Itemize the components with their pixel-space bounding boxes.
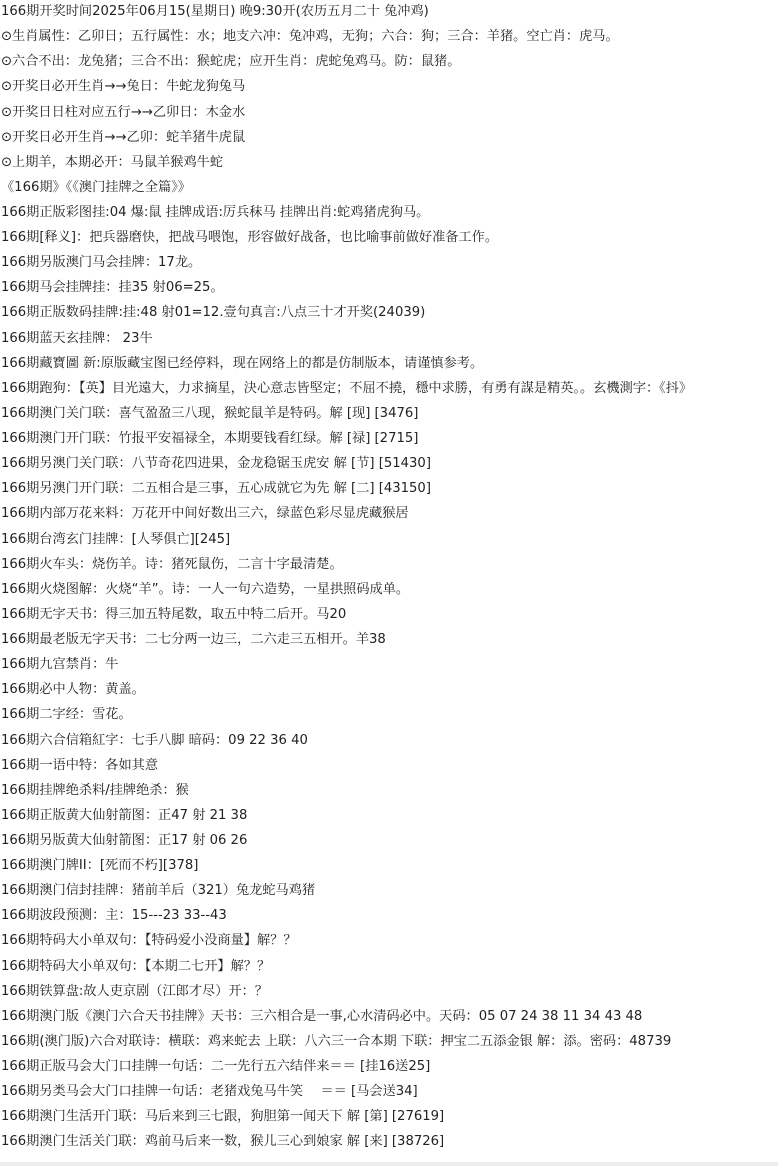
text-line: 166期波段预测：主：15---23 33--43 [1,908,227,924]
text-line: 166期正版彩图挂:04 爆:鼠 挂牌成语:厉兵秣马 挂牌出肖:蛇鸡猪虎狗马。 [1,205,430,220]
text-line: 166期另澳门开门联：二五相合是三事，五心成就它为先 解 [二] [43150] [1,481,431,497]
text-line: 166期特码大小单双句：【本期二七开】解？？ [1,958,271,974]
text-line: 166期一语中特：各如其意 [1,757,159,773]
text-line: 166期澳门生活开门联：马后来到三七跟，狗胆第一闻天下 解 [第] [27619] [1,1109,445,1125]
text-line: 166期挂牌绝杀料/挂牌绝杀：猴 [1,782,189,798]
text-line: 166期跑狗：【英】目光遠大，力求摘星，決心意志皆堅定；不屈不撓，穩中求勝，有勇有謀是精英。。玄機測字：《抖》 [1,380,693,396]
text-line: 166期正版数码挂牌:挂:48 射01=12.壹句真言:八点三十才开奖(24039) [1,305,426,321]
text-line: ⊙开奖日必开生肖→→乙卯：蛇羊猪牛虎鼠 [1,129,246,145]
text-line: 《166期》《《澳门挂牌之全篇》》 [1,179,191,195]
text-line: 166期另类马会大门口挂牌一句话：老猪戏兔马牛笑 ＝＝ [马会送34] [1,1084,418,1100]
text-line: 166期台湾玄门挂牌：[人琴俱亡][245] [1,531,231,547]
text-line: ⊙生肖属性：乙卯日；五行属性：水；地支六冲：兔冲鸡，无狗；六合：狗；三合：羊猪。空亡肖：虎马。 [1,29,619,45]
text-line: 166期藏寶圖 新:原版藏宝图已经停料，现在网络上的都是仿制版本，请谨慎参考。 [1,355,484,371]
text-line: 166期正版马会大门口挂牌一句话：二一先行五六结伴来＝＝ [挂16送25] [1,1059,431,1074]
text-line: ⊙六合不出：龙兔猪；三合不出：猴蛇虎；应开生肖：虎蛇兔鸡马。防：鼠猪。 [1,54,461,70]
text-line: 166期澳门开门联：竹报平安福禄全，本期要钱看红绿。解 [禄] [2715] [1,431,419,446]
text-line: 166期澳门信封挂牌：猪前羊后（321）兔龙蛇马鸡猪 [1,883,316,899]
text-line: 166期内部万花来料：万花开中间好数出三六，绿蓝色彩尽显虎藏猴居 [1,506,409,522]
text-line: ⊙开奖日必开生肖→→兔日：牛蛇龙狗兔马 [1,79,246,95]
text-line: 166期火车头：烧伤羊。诗：猪死鼠伤，二言十字最清楚。 [1,556,343,572]
text-line: 166期澳门关门联：喜气盈盈三八现，猴蛇鼠羊是特码。解 [现] [3476] [1,405,419,421]
text-line: ⊙开奖日日柱对应五行→→乙卯日：木金水 [1,104,246,120]
text-line: 166期澳门生活关门联：鸡前马后来一数，猴儿三心到娘家 解 [来] [38726] [1,1134,445,1150]
text-line: 166期澳门牌II：[死而不朽][378] [1,858,199,874]
text-line: 166期六合信箱紅字：七手八脚 暗码：09 22 36 40 [1,732,308,748]
text-line: 166期二字经：雪花。 [1,707,132,723]
text-line: 166期火烧图解：火烧“羊”。诗：一人一句六造势，一星拱照码成单。 [1,581,410,597]
bottom-divider [0,1162,778,1166]
text-line: 166期必中人物：黄盖。 [1,682,145,698]
text-line: 166期另版黄大仙射箭图：正17 射 06 26 [1,833,248,848]
text-line: 166期开奖时间2025年06月15(星期日) 晚9:30开(农历五月二十 兔冲鸡) [1,4,429,19]
text-line: 166期特码大小单双句：【特码爱小没商量】解？？ [1,933,297,949]
text-line: 166期澳门版《澳门六合天书挂牌》天书：三六相合是一事,心水清码必中。天码：05 07 24 38 11 34 43 48 [1,1008,643,1024]
text-line: 166期九宫禁肖：牛 [1,657,119,673]
text-line: 166期正版黄大仙射箭图：正47 射 21 38 [1,807,248,823]
text-line: 166期另版澳门马会挂牌：17龙。 [1,255,202,271]
text-line: 166期无字天书：得三加五特尾数，取五中特二后开。马20 [1,606,347,622]
text-line: 166期蓝天玄挂牌： 23牛 [1,330,153,346]
text-line: 166期马会挂牌挂：挂35 射06=25。 [1,280,224,296]
text-line: ⊙上期羊，本期必开：马鼠羊猴鸡牛蛇 [1,154,224,170]
text-line: 166期最老版无字天书：二七分两一边三，二六走三五相开。羊38 [1,632,386,647]
text-line: 166期[释义]：把兵器磨快，把战马喂饱，形容做好战备，也比喻事前做好准备工作。 [1,230,499,246]
text-line: 166期另澳门关门联：八节奇花四进果，金龙稳锯玉虎安 解 [节] [51430] [1,456,431,472]
text-line: 166期(澳门版)六合对联诗：横联：鸡来蛇去 上联：八六三一合本期 下联：押宝二五添金银 解：添。密码：48739 [1,1033,672,1049]
text-line: 166期铁算盘:故人吏京剧（江郎才尽）开：？ [1,983,268,999]
